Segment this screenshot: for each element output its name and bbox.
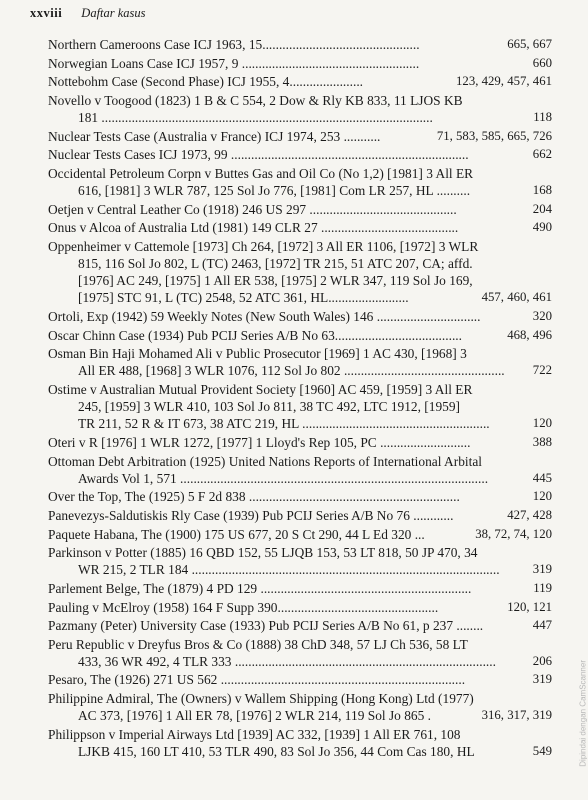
- case-entry: [48, 671, 552, 688]
- case-entry: [48, 690, 552, 724]
- case-entry: [48, 507, 552, 524]
- case-citation-continued: All ER 488, [1968] 3 WLR 1076, 112 Sol Jo 802 ................................................: [78, 363, 505, 379]
- page-references: 119: [531, 580, 552, 597]
- case-entry: [48, 599, 552, 616]
- case-citation: Nuclear Tests Case (Australia v France) ICJ 1974, 253 ...........: [48, 128, 381, 144]
- case-citation: Oppenheimer v Cattemole [1973] Ch 264, [1972] 3 All ER 1106, [1972] 3 WLR: [48, 238, 479, 254]
- case-citation: Panevezys-Saldutiskis Rly Case (1939) Pub PCIJ Series A/B No 76 ............: [48, 507, 454, 523]
- case-entry: [48, 345, 552, 379]
- page-references: 120: [531, 415, 552, 432]
- case-entry: [48, 327, 552, 344]
- case-entry: [48, 636, 552, 670]
- page-references: 490: [531, 219, 552, 236]
- page-references: 206: [531, 653, 552, 670]
- case-citation: Oteri v R [1976] 1 WLR 1272, [1977] 1 Lloyd's Rep 105, PC ...........................: [48, 434, 471, 450]
- case-citation: Parlement Belge, The (1879) 4 PD 129 ...............................................................: [48, 580, 472, 596]
- case-citation-continued: [1976] AC 249, [1975] 1 All ER 538, [1975] 2 WLR 347, 119 Sol Jo 169,: [78, 273, 473, 289]
- case-entry: [48, 165, 552, 199]
- case-citation: Ottoman Debt Arbitration (1925) United Nations Reports of International Arbital: [48, 453, 482, 469]
- case-citation: Osman Bin Haji Mohamed Ali v Public Prosecutor [1969] 1 AC 430, [1968] 3: [48, 346, 467, 362]
- case-citation-continued: WR 215, 2 TLR 184 ............................................................................................: [78, 562, 500, 578]
- case-entry: [48, 488, 552, 505]
- case-entry: [48, 55, 552, 72]
- scanner-watermark: Dipindai dengan CamScanner: [579, 660, 588, 767]
- case-citation-continued: 181 ...................................................................................................: [78, 109, 433, 125]
- case-entry: [48, 580, 552, 597]
- page-references: 319: [531, 561, 552, 578]
- case-entry: [48, 434, 552, 451]
- case-citation-continued: TR 211, 52 R & IT 673, 38 ATC 219, HL ........................................................: [78, 416, 490, 432]
- case-citation: Occidental Petroleum Corpn v Buttes Gas and Oil Co (No 1,2) [1981] 3 All ER: [48, 165, 474, 181]
- case-citation-continued: 245, [1959] 3 WLR 410, 103 Sol Jo 811, 38 TC 492, LTC 1912, [1959]: [78, 399, 461, 415]
- case-entry: [48, 453, 552, 487]
- case-citation: Nuclear Tests Cases ICJ 1973, 99 .......................................................................: [48, 147, 469, 163]
- page-references: 123, 429, 457, 461: [454, 73, 552, 90]
- page-references: 168: [531, 182, 552, 199]
- case-citation: Ortoli, Exp (1942) 59 Weekly Notes (New South Wales) 146 ...............................: [48, 308, 481, 324]
- case-citation: Oscar Chinn Case (1934) Pub PCIJ Series A/B No 63......................................: [48, 327, 462, 343]
- page-references: 71, 583, 585, 665, 726: [435, 128, 552, 145]
- case-citation-continued: AC 373, [1976] 1 All ER 78, [1976] 2 WLR 214, 119 Sol Jo 865 .: [78, 708, 431, 724]
- case-citation: Oetjen v Central Leather Co (1918) 246 US 297 ............................................: [48, 201, 457, 217]
- case-citation: Philippine Admiral, The (Owners) v Wallem Shipping (Hong Kong) Ltd (1977): [48, 691, 474, 707]
- case-citation: Pauling v McElroy (1958) 164 F Supp 390................................................: [48, 599, 439, 615]
- page-references: 660: [531, 55, 552, 72]
- case-entry: [48, 146, 552, 163]
- case-citation: Pazmany (Peter) University Case (1933) Pub PCIJ Series A/B No 61, p 237 ........: [48, 618, 484, 634]
- page-references: 316, 317, 319: [480, 707, 552, 724]
- page-number: xxviii: [30, 6, 63, 20]
- page-references: 447: [531, 617, 552, 634]
- case-citation-continued: [1975] STC 91, L (TC) 2548, 52 ATC 361, HL........................: [78, 290, 409, 306]
- case-citation-continued: 616, [1981] 3 WLR 787, 125 Sol Jo 776, [1981] Com LR 257, HL ..........: [78, 182, 471, 198]
- page-references: 319: [531, 671, 552, 688]
- page-references: 665, 667: [505, 36, 552, 53]
- case-citation: Norwegian Loans Case ICJ 1957, 9 .....................................................: [48, 55, 420, 71]
- case-citation: Parkinson v Potter (1885) 16 QBD 152, 55 LJQB 153, 53 LT 818, 50 JP 470, 34: [48, 545, 478, 561]
- case-entry: [48, 544, 552, 578]
- case-entry: [48, 73, 552, 90]
- case-citation-continued: Awards Vol 1, 571 ............................................................................................: [78, 470, 489, 486]
- case-entry: [48, 36, 552, 53]
- page-references: 427, 428: [505, 507, 552, 524]
- page-references: 204: [531, 201, 552, 218]
- case-entry: [48, 726, 552, 760]
- case-citation: Ostime v Australian Mutual Provident Society [1960] AC 459, [1959] 3 All ER: [48, 381, 473, 397]
- case-entry: [48, 308, 552, 325]
- page-references: 120: [531, 488, 552, 505]
- page-references: 662: [531, 146, 552, 163]
- case-citation: Philippson v Imperial Airways Ltd [1939] AC 332, [1939] 1 All ER 761, 108: [48, 726, 461, 742]
- page-references: 445: [531, 470, 552, 487]
- case-citation-continued: 433, 36 WR 492, 4 TLR 333 ..............................................................................: [78, 653, 496, 669]
- page-references: 320: [531, 308, 552, 325]
- case-entry: [48, 526, 552, 543]
- page-references: 457, 460, 461: [480, 289, 552, 306]
- case-citation: Pesaro, The (1926) 271 US 562 .........................................................................: [48, 672, 466, 688]
- case-entry: [48, 617, 552, 634]
- case-citation: Northern Cameroons Case ICJ 1963, 15...............................................: [48, 37, 420, 52]
- case-entry: [48, 238, 552, 307]
- case-entry: [48, 201, 552, 218]
- page-references: 118: [531, 109, 552, 126]
- page-references: 722: [531, 362, 552, 379]
- case-entry: [48, 381, 552, 433]
- case-citation: Over the Top, The (1925) 5 F 2d 838 ...............................................................: [48, 489, 460, 505]
- case-citation: Paquete Habana, The (1900) 175 US 677, 20 S Ct 290, 44 L Ed 320 ...: [48, 526, 425, 542]
- page-references: 120, 121: [505, 599, 552, 616]
- case-citation: Peru Republic v Dreyfus Bros & Co (1888) 38 ChD 348, 57 LJ Ch 536, 58 LT: [48, 636, 468, 652]
- case-citation-continued: LJKB 415, 160 LT 410, 53 TLR 490, 83 Sol Jo 356, 44 Com Cas 180, HL: [78, 744, 475, 760]
- case-entry: [48, 128, 552, 145]
- case-citation: Novello v Toogood (1823) 1 B & C 554, 2 Dow & Rly KB 833, 11 LJOS KB: [48, 92, 463, 108]
- page-header: [30, 6, 146, 21]
- case-entry: [48, 92, 552, 126]
- case-citation: Nottebohm Case (Second Phase) ICJ 1955, 4......................: [48, 74, 364, 90]
- page-references: 388: [531, 434, 552, 451]
- case-citation-continued: 815, 116 Sol Jo 802, L (TC) 2463, [1972] TR 215, 51 ATC 207, CA; affd.: [78, 255, 473, 271]
- page-references: 468, 496: [505, 327, 552, 344]
- page-references: 549: [531, 743, 552, 760]
- page-references: 38, 72, 74, 120: [473, 526, 552, 543]
- case-entry: [48, 219, 552, 236]
- page-title: Daftar kasus: [81, 6, 146, 20]
- case-index-list: [48, 36, 552, 762]
- case-citation: Onus v Alcoa of Australia Ltd (1981) 149 CLR 27 .........................................: [48, 220, 459, 236]
